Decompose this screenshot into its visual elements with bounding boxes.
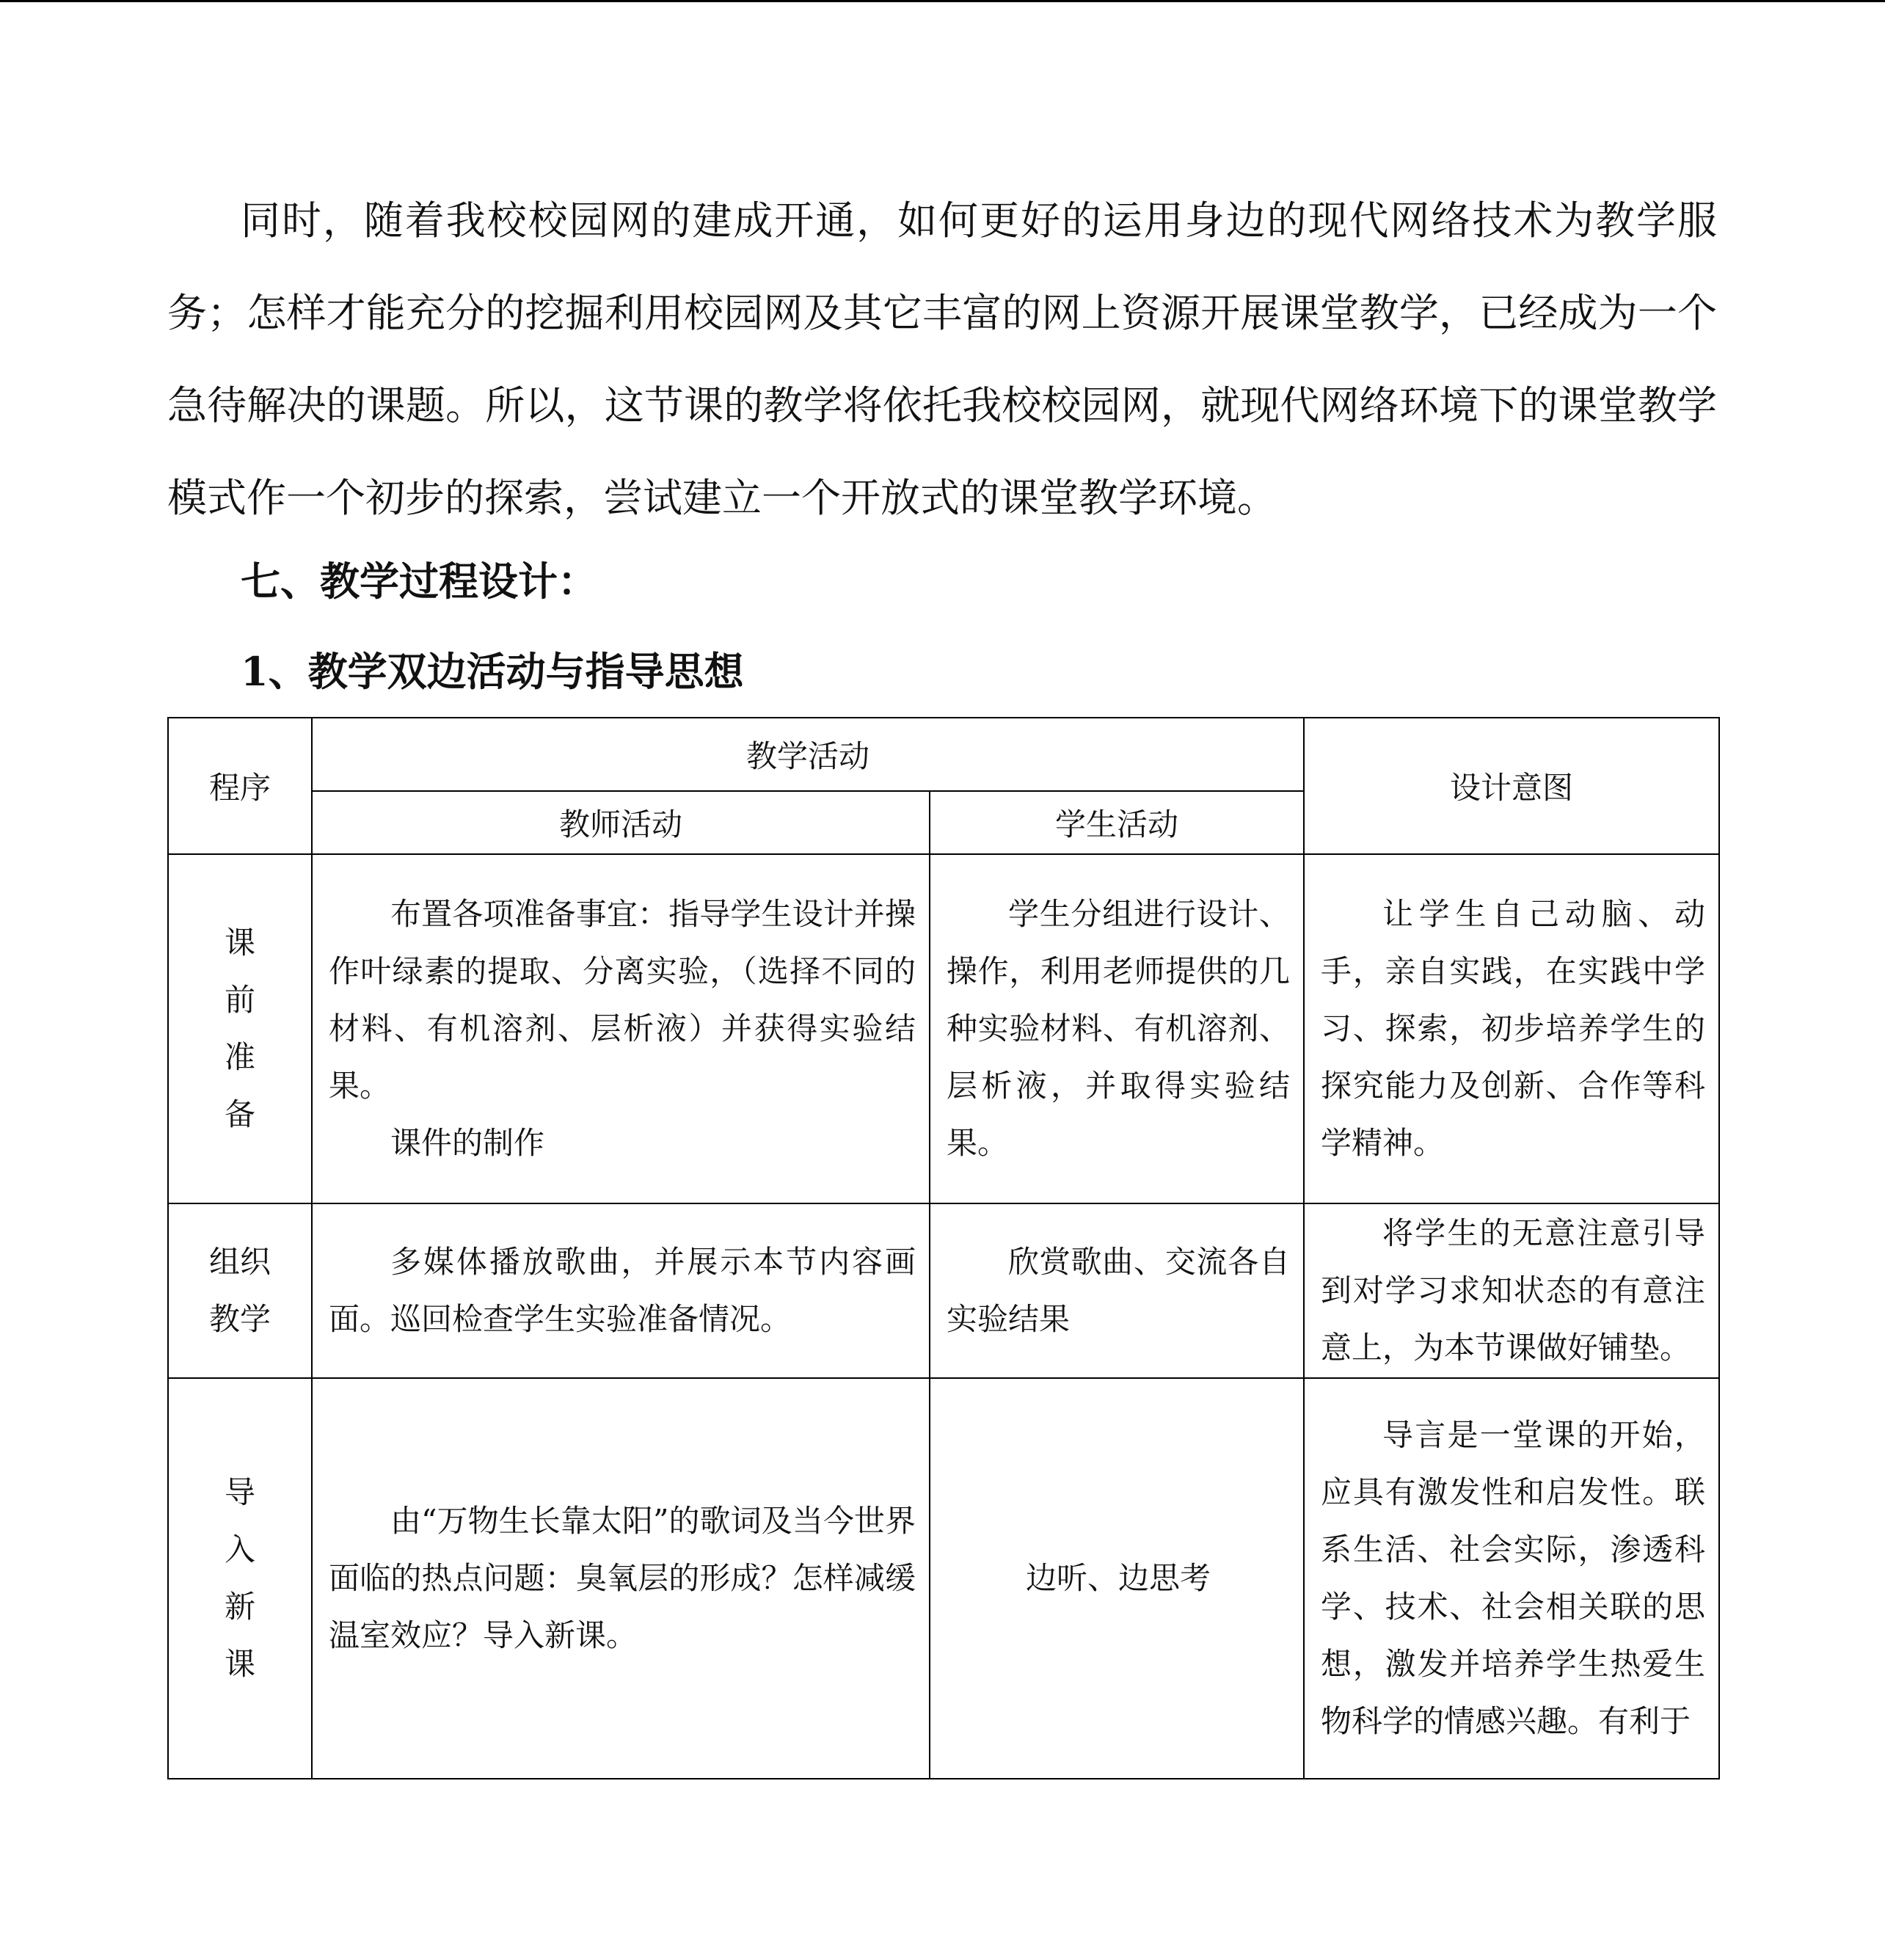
student-activity-text: 学生分组进行设计、操作，利用老师提供的几种实验材料、有机溶剂、层析液，并取得实验结果。 [947, 896, 1291, 1161]
design-intent-cell [1304, 854, 1719, 1203]
teacher-activity-cell [312, 854, 930, 1203]
header-student-activity: 学生活动 [930, 791, 1304, 854]
procedure-label: 组织教学 [208, 1244, 271, 1337]
page-top-rule [0, 0, 1885, 2]
design-intent-text: 让学生自己动脑、动手，亲自实践，在实践中学习、探索，初步培养学生的探究能力及创新、合作等科学精神。 [1321, 896, 1706, 1161]
student-activity-cell [930, 1203, 1304, 1378]
procedure-cell [168, 1203, 312, 1378]
procedure-cell [168, 1378, 312, 1779]
subsection-heading: 1、教学双边活动与指导思想 [241, 648, 744, 695]
student-activity-cell [930, 854, 1304, 1203]
design-intent-text: 将学生的无意注意引导到对学习求知状态的有意注意上，为本节课做好铺垫。 [1321, 1215, 1706, 1366]
teacher-activity-text: 布置各项准备事宜：指导学生设计并操作叶绿素的提取、分离实验，（选择不同的材料、有机溶剂、层析液）并获得实验结果。 [329, 896, 916, 1104]
teacher-activity-text: 由“万物生长靠太阳”的歌词及当今世界面临的热点问题：臭氧层的形成？怎样减缓温室效应？导入新课。 [329, 1503, 916, 1653]
section-heading: 七、教学过程设计： [241, 558, 597, 605]
procedure-cell [168, 854, 312, 1203]
teacher-activity-text: 课件的制作 [390, 1125, 545, 1161]
table-row [168, 1378, 1719, 1779]
header-teacher-activity: 教师活动 [312, 791, 930, 854]
procedure-label: 课前准备 [224, 925, 255, 1132]
procedure-label: 导入新课 [224, 1474, 255, 1682]
lesson-table [167, 717, 1720, 1779]
student-activity-cell [930, 1378, 1304, 1779]
intro-paragraph: 同时，随着我校校园网的建成开通，如何更好的运用身边的现代网络技术为教学服务；怎样才能充分的挖掘利用校园网及其它丰富的网上资源开展课堂教学，已经成为一个急待解决的课题。所以，这节课的教学将依托我校校园网，就现代网络环境下的课堂教学模式作一个初步的探索，尝试建立一个开放式的课堂教学环境。 [167, 197, 1717, 521]
teacher-activity-text: 多媒体播放歌曲，并展示本节内容画面。巡回检查学生实验准备情况。 [329, 1244, 916, 1337]
student-activity-text: 欣赏歌曲、交流各自实验结果 [947, 1244, 1291, 1337]
table-row [168, 1203, 1719, 1378]
teacher-activity-cell [312, 1203, 930, 1378]
header-teaching-activity: 教学活动 [312, 718, 1304, 791]
table-row [168, 854, 1719, 1203]
header-procedure: 程序 [168, 718, 312, 854]
design-intent-text: 导言是一堂课的开始，应具有激发性和启发性。联系生活、社会实际，渗透科学、技术、社会相关联的思想，激发并培养学生热爱生物科学的情感兴趣。有利于 [1321, 1417, 1706, 1739]
teacher-activity-cell [312, 1378, 930, 1779]
design-intent-cell [1304, 1203, 1719, 1378]
student-activity-text: 边听、边思考 [1026, 1560, 1211, 1596]
header-design-intent: 设计意图 [1304, 718, 1719, 854]
design-intent-cell [1304, 1378, 1719, 1779]
